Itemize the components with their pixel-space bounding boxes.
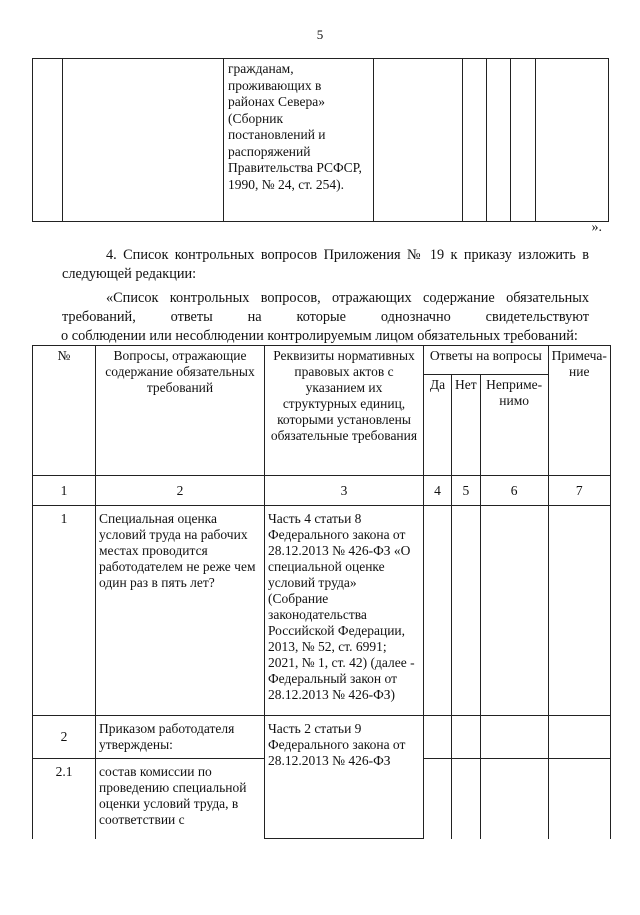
row-1-not-applicable <box>480 506 548 716</box>
row-1-yes <box>424 506 452 716</box>
header-answers: Ответы на вопросы <box>424 346 549 375</box>
table-row <box>33 506 611 716</box>
row-2-1-not-applicable <box>480 759 548 839</box>
header-questions: Вопросы, отражающие содержание обязательных требований <box>96 346 265 476</box>
col-number-3: 3 <box>265 476 424 506</box>
row-2-note <box>548 716 610 759</box>
row-2-1-number: 2.1 <box>33 759 96 839</box>
paragraph-item-4-line-2: следующей редакции: <box>62 266 197 282</box>
col-number-2: 2 <box>96 476 265 506</box>
row-2-not-applicable <box>480 716 548 759</box>
prev-cell-6 <box>487 59 511 222</box>
header-yes: Да <box>424 375 452 476</box>
col-number-6: 6 <box>480 476 548 506</box>
prev-cell-4 <box>374 59 463 222</box>
header-number: № <box>33 346 96 476</box>
paragraph-list-intro-line-2: требований, ответы на которые однозначно свидетельствуют <box>62 309 589 325</box>
col-number-4: 4 <box>424 476 452 506</box>
previous-table-fragment <box>32 58 609 222</box>
header-note: Примеча-ние <box>548 346 610 476</box>
header-no: Нет <box>452 375 481 476</box>
prev-cell-5 <box>463 59 487 222</box>
row-2-1-no <box>452 759 481 839</box>
row-1-number: 1 <box>33 506 96 716</box>
prev-cell-7 <box>511 59 536 222</box>
col-number-5: 5 <box>452 476 481 506</box>
row-2-1-question: состав комиссии по проведению специальной оценки условий труда, в соответствии с <box>96 759 265 839</box>
row-1-question: Специальная оценка условий труда на рабочих местах проводится работодателем не реже чем один раз в пять лет? <box>96 506 265 716</box>
paragraph-item-4 <box>62 246 589 284</box>
row-2-number: 2 <box>33 716 96 759</box>
prev-cell-3: гражданам, проживающих в районах Севера» (Сборник постановлений и распоряжений Правительства РСФСР, 1990, № 24, ст. 254). <box>224 59 374 222</box>
paragraph-item-4-line-1: 4. Список контрольных вопросов Приложения № 19 к приказу изложить в <box>106 247 589 263</box>
paragraph-list-intro-line-1: «Список контрольных вопросов, отражающих содержание обязательных <box>106 290 589 306</box>
row-2-no <box>452 716 481 759</box>
row-1-no <box>452 506 481 716</box>
header-not-applicable: Неприме-нимо <box>480 375 548 476</box>
row-1-note <box>548 506 610 716</box>
col-number-1: 1 <box>33 476 96 506</box>
page-number: 5 <box>316 27 324 42</box>
paragraph-list-intro-line-3: о соблюдении или несоблюдении контролируемым лицом обязательных требований: <box>61 328 578 344</box>
col-number-7: 7 <box>548 476 610 506</box>
prev-cell-2 <box>63 59 224 222</box>
row-1-requisite: Часть 4 статьи 8 Федерального закона от 28.12.2013 № 426-ФЗ «О специальной оценке условий труда» (Собрание законодательства Российской Федерации, 2013, № 52, ст. 6991; 2021, № 1, ст. 42) (далее - Федеральный закон от 28.12.2013 № 426-ФЗ) <box>265 506 424 716</box>
header-requisites: Реквизиты нормативных правовых актов с указанием их структурных единиц, которыми установлены обязательные требования <box>265 346 424 476</box>
table-row <box>33 716 611 759</box>
row-2-question: Приказом работодателя утверждены: <box>96 716 265 759</box>
paragraph-list-intro <box>62 289 589 346</box>
row-2-1-yes <box>424 759 452 839</box>
closing-quote: ». <box>591 220 602 235</box>
prev-cell-1 <box>33 59 63 222</box>
checklist-table <box>32 345 611 839</box>
row-2-requisite: Часть 2 статьи 9 Федерального закона от 28.12.2013 № 426-ФЗ <box>265 716 424 839</box>
row-2-yes <box>424 716 452 759</box>
prev-cell-8 <box>536 59 609 222</box>
row-2-1-note <box>548 759 610 839</box>
